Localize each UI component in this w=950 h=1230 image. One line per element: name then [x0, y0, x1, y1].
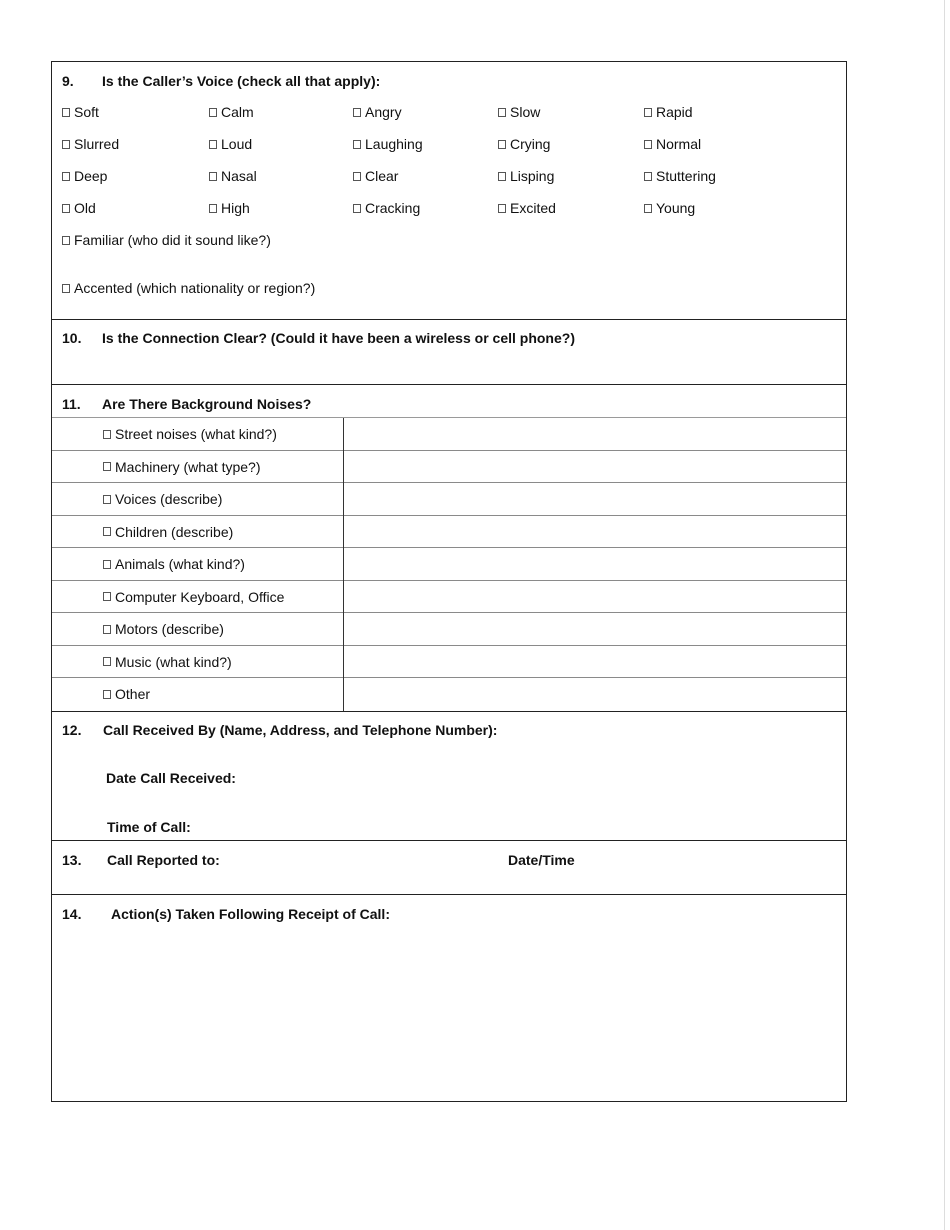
q13-question: Call Reported to:	[107, 852, 220, 868]
q11-number: 11.	[62, 396, 81, 412]
checkbox[interactable]	[103, 430, 111, 439]
checkbox[interactable]	[498, 140, 506, 149]
scan-edge	[944, 0, 945, 1230]
noise-option-computer-keyboard[interactable]: Computer Keyboard, Office	[103, 581, 284, 613]
q9-number: 9.	[62, 73, 74, 89]
checkbox[interactable]	[103, 527, 111, 536]
noise-answer-field[interactable]	[343, 581, 846, 613]
q12-question: Call Received By (Name, Address, and Telephone Number):	[103, 722, 498, 738]
table-row	[52, 418, 846, 451]
checkbox[interactable]	[62, 140, 70, 149]
noise-option-motors[interactable]: Motors (describe)	[103, 613, 224, 645]
time-of-call-label: Time of Call:	[107, 819, 191, 835]
voice-option-stuttering[interactable]: Stuttering	[644, 168, 716, 184]
noise-answer-field[interactable]	[343, 548, 846, 580]
date-call-received-label: Date Call Received:	[106, 770, 236, 786]
checkbox[interactable]	[103, 657, 111, 666]
voice-option-old[interactable]: Old	[62, 200, 96, 216]
q10-question: Is the Connection Clear? (Could it have been a wireless or cell phone?)	[102, 330, 575, 346]
checkbox[interactable]	[103, 462, 111, 471]
noise-option-voices[interactable]: Voices (describe)	[103, 483, 222, 515]
table-row	[52, 678, 846, 711]
voice-option-normal[interactable]: Normal	[644, 136, 701, 152]
checkbox[interactable]	[103, 495, 111, 504]
checkbox[interactable]	[103, 625, 111, 634]
checkbox[interactable]	[353, 172, 361, 181]
divider	[52, 894, 846, 895]
noise-answer-field[interactable]	[343, 678, 846, 710]
checkbox[interactable]	[62, 236, 70, 245]
checkbox[interactable]	[103, 592, 111, 601]
voice-option-lisping[interactable]: Lisping	[498, 168, 554, 184]
checkbox[interactable]	[62, 284, 70, 293]
checkbox[interactable]	[62, 108, 70, 117]
voice-option-laughing[interactable]: Laughing	[353, 136, 423, 152]
checkbox[interactable]	[209, 204, 217, 213]
voice-option-rapid[interactable]: Rapid	[644, 104, 693, 120]
q13-number: 13.	[62, 852, 82, 868]
voice-option-high[interactable]: High	[209, 200, 250, 216]
noise-answer-field[interactable]	[343, 516, 846, 548]
voice-option-accented[interactable]: Accented (which nationality or region?)	[62, 280, 315, 296]
checkbox[interactable]	[644, 172, 652, 181]
noise-option-other[interactable]: Other	[103, 678, 150, 710]
background-noises-table	[52, 418, 846, 711]
voice-option-slow[interactable]: Slow	[498, 104, 540, 120]
checkbox[interactable]	[103, 560, 111, 569]
checkbox[interactable]	[353, 108, 361, 117]
checkbox[interactable]	[353, 140, 361, 149]
voice-option-angry[interactable]: Angry	[353, 104, 402, 120]
voice-option-calm[interactable]: Calm	[209, 104, 254, 120]
voice-option-excited[interactable]: Excited	[498, 200, 556, 216]
checkbox[interactable]	[644, 140, 652, 149]
noise-answer-field[interactable]	[343, 451, 846, 483]
table-row	[52, 451, 846, 484]
voice-option-deep[interactable]: Deep	[62, 168, 107, 184]
checkbox[interactable]	[498, 172, 506, 181]
voice-option-clear[interactable]: Clear	[353, 168, 398, 184]
checkbox[interactable]	[644, 108, 652, 117]
divider	[52, 384, 846, 385]
table-row	[52, 581, 846, 614]
voice-option-soft[interactable]: Soft	[62, 104, 99, 120]
q12-number: 12.	[62, 722, 82, 738]
table-row	[52, 613, 846, 646]
voice-option-familiar[interactable]: Familiar (who did it sound like?)	[62, 232, 271, 248]
noise-option-children[interactable]: Children (describe)	[103, 516, 233, 548]
noise-answer-field[interactable]	[343, 646, 846, 678]
voice-option-crying[interactable]: Crying	[498, 136, 550, 152]
date-time-label: Date/Time	[508, 852, 575, 868]
table-row	[52, 516, 846, 549]
checkbox[interactable]	[498, 204, 506, 213]
noise-answer-field[interactable]	[343, 613, 846, 645]
checkbox[interactable]	[62, 204, 70, 213]
checkbox[interactable]	[644, 204, 652, 213]
q11-question: Are There Background Noises?	[102, 396, 312, 412]
divider	[52, 319, 846, 320]
q10-answer-area[interactable]	[62, 354, 836, 382]
checkbox[interactable]	[103, 690, 111, 699]
checkbox[interactable]	[498, 108, 506, 117]
noise-answer-field[interactable]	[343, 418, 846, 450]
voice-option-young[interactable]: Young	[644, 200, 695, 216]
column-divider	[343, 418, 344, 711]
q14-number: 14.	[62, 906, 82, 922]
q14-answer-area[interactable]	[62, 932, 836, 1092]
q14-question: Action(s) Taken Following Receipt of Call:	[111, 906, 390, 922]
voice-option-loud[interactable]: Loud	[209, 136, 252, 152]
divider	[52, 711, 846, 712]
q9-question: Is the Caller’s Voice (check all that apply):	[102, 73, 381, 89]
checkbox[interactable]	[62, 172, 70, 181]
table-row	[52, 548, 846, 581]
checkbox[interactable]	[209, 172, 217, 181]
noise-answer-field[interactable]	[343, 483, 846, 515]
checkbox[interactable]	[353, 204, 361, 213]
table-row	[52, 483, 846, 516]
voice-option-nasal[interactable]: Nasal	[209, 168, 257, 184]
table-row	[52, 646, 846, 679]
voice-option-slurred[interactable]: Slurred	[62, 136, 119, 152]
checkbox[interactable]	[209, 108, 217, 117]
noise-option-music[interactable]: Music (what kind?)	[103, 646, 232, 678]
threat-call-form	[51, 61, 847, 1102]
q10-number: 10.	[62, 330, 82, 346]
divider	[52, 840, 846, 841]
voice-option-cracking[interactable]: Cracking	[353, 200, 420, 216]
noise-option-street[interactable]: Street noises (what kind?)	[103, 418, 277, 450]
checkbox[interactable]	[209, 140, 217, 149]
noise-option-machinery[interactable]: Machinery (what type?)	[103, 451, 261, 483]
noise-option-animals[interactable]: Animals (what kind?)	[103, 548, 245, 580]
